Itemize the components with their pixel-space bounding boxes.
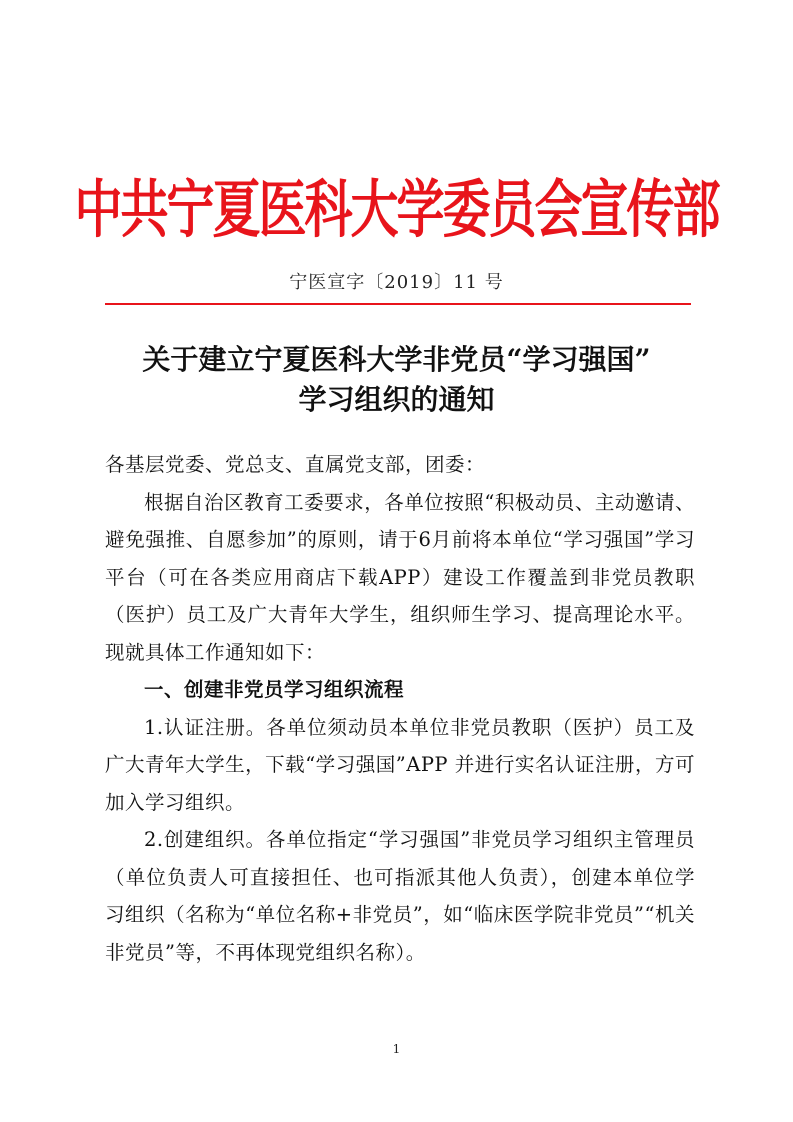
red-separator-line <box>105 303 691 305</box>
page-number: 1 <box>392 1042 401 1056</box>
title-line-1: 关于建立宁夏医科大学非党员“学习强国” <box>142 343 651 376</box>
title-line-2: 学习组织的通知 <box>298 383 495 416</box>
intro-paragraph: 根据自治区教育工委要求，各单位按照“积极动员、主动邀请、避免强推、自愿参加”的原则，请于6月前将本单位“学习强国”学习平台（可在各类应用商店下载APP）建设工作覆盖到非党员教职（医护）员工及广大青年大学生，组织师生学习、提高理论水平。现就具体工作通知如下： <box>105 490 695 664</box>
item-2-paragraph: 2.创建组织。各单位指定“学习强国”非党员学习组织主管理员（单位负责人可直接担任、也可指派其他人负责），创建本单位学习组织（名称为“单位名称+非党员”，如“临床医学院非党员”“机关非党员”等，不再体现党组织名称）。 <box>105 828 695 964</box>
salutation: 各基层党委、党总支、直属党支部，团委： <box>105 453 486 476</box>
document-body <box>105 446 695 971</box>
document-title <box>0 340 793 420</box>
issuing-organization-header: 中共宁夏医科大学委员会宣传部 <box>74 173 719 247</box>
item-1-paragraph: 1.认证注册。各单位须动员本单位非党员教职（医护）员工及广大青年大学生，下载“学习强国”APP 并进行实名认证注册，方可加入学习组织。 <box>105 715 695 814</box>
document-number: 宁医宣字〔2019〕11 号 <box>289 272 504 293</box>
section-heading-1: 一、创建非党员学习组织流程 <box>144 678 405 701</box>
